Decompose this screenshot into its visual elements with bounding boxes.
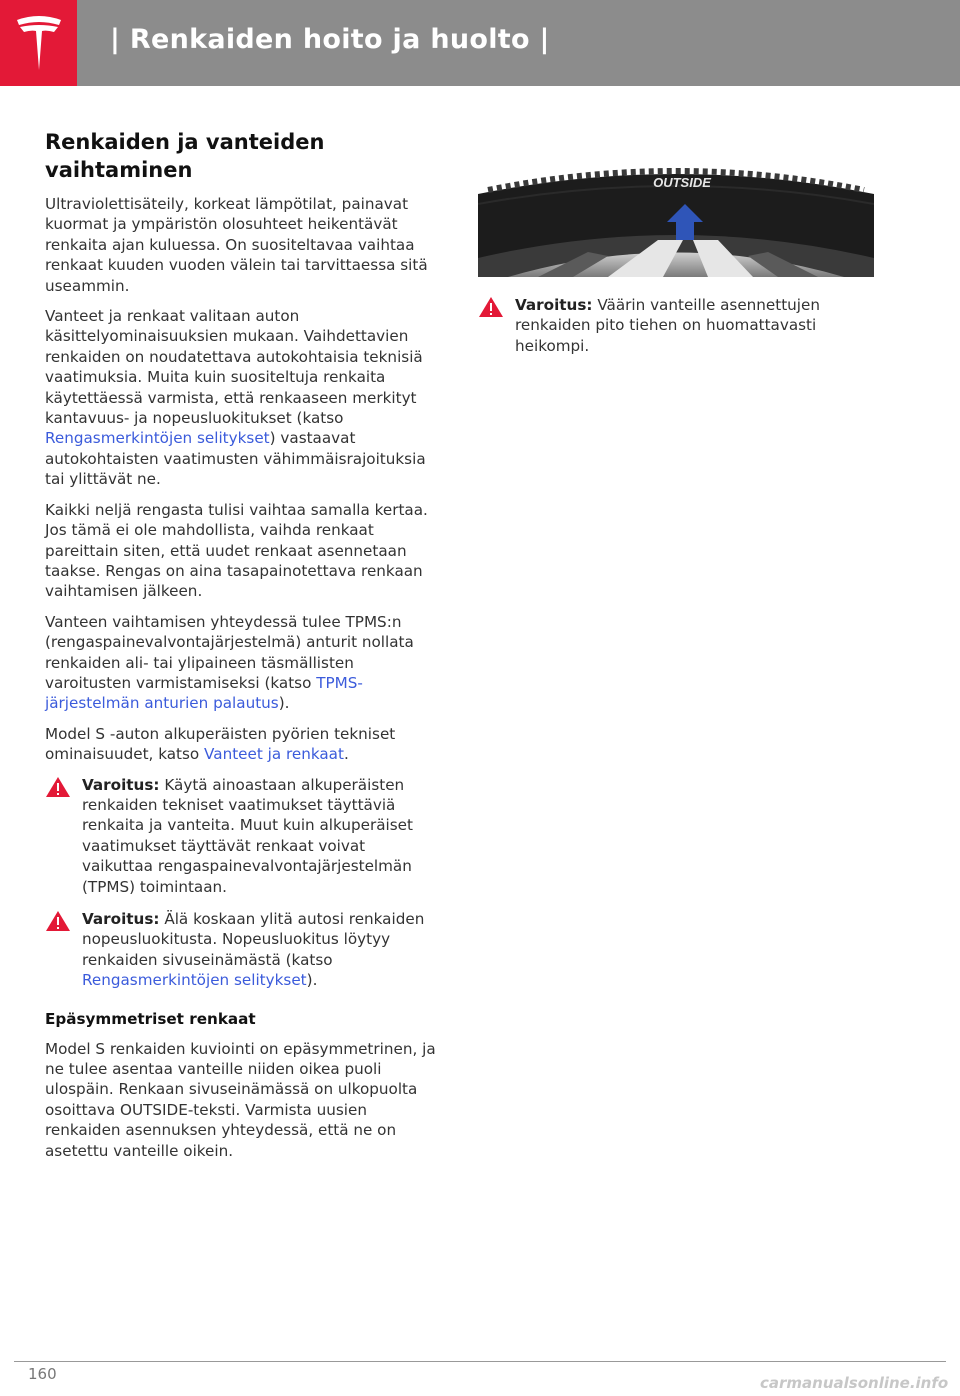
warning-icon <box>478 296 504 318</box>
subheading-asymmetric: Epäsymmetriset renkaat <box>45 1009 256 1028</box>
link-wheels-tires[interactable]: Vanteet ja renkaat <box>204 745 344 764</box>
section-title: Renkaiden ja vanteiden vaihtaminen <box>45 130 325 182</box>
warning-text <box>82 909 440 991</box>
text-span: ) vastaavat autokohtaisten vaatimusten vähimmäisrajoituksia tai ylittävät ne. <box>45 429 426 489</box>
warning-label: Varoitus: <box>515 296 593 314</box>
text-span: ). <box>306 971 318 990</box>
page-header <box>0 0 960 86</box>
page-header-title: | Renkaiden hoito ja huolto | <box>110 24 550 55</box>
warning-speed-rating <box>45 909 440 991</box>
warning-label: Varoitus: <box>82 910 160 928</box>
warning-text <box>82 775 440 897</box>
text-span: Älä koskaan ylitä autosi renkaiden nopeusluokitusta. Nopeusluokitus löytyy renkaiden sivuseinämästä (katso <box>82 910 425 969</box>
tire-outside-image <box>478 160 874 277</box>
text-span: . <box>343 745 349 764</box>
footer-divider <box>14 1361 946 1362</box>
left-column <box>45 128 440 1171</box>
text-span: Vanteen vaihtamisen yhteydessä tulee TPMS:n (rengaspainevalvontajärjestelmä) anturit nollata renkaiden ali- tai ylipaineen täsmällisten varoitusten varmistamiseksi (katso <box>45 612 414 692</box>
watermark: carmanualsonline.info <box>760 1374 949 1392</box>
tire-outside-text: OUTSIDE <box>653 175 711 190</box>
page-number: 160 <box>28 1365 57 1383</box>
text-span: ). <box>278 694 290 713</box>
paragraph-wheels-spec <box>45 724 440 765</box>
text-span: Model S -auton alkuperäisten pyörien tekniset ominaisuudet, katso <box>45 724 396 764</box>
warning-text <box>515 295 874 356</box>
text-span: Käytä ainoastaan alkuperäisten renkaiden tekniset vaatimukset täyttäviä renkaita ja vanteita. Muut kuin alkuperäiset vaatimukset täyttävät renkaat voivat vaikuttaa rengaspainevalvontajärjestelmän (TPMS) toimintaan. <box>82 775 413 896</box>
text-span: Väärin vanteille asennettujen renkaiden pito tiehen on huomattavasti heikompi. <box>515 296 821 355</box>
paragraph-tpms <box>45 612 440 714</box>
text-span: Vanteet ja renkaat valitaan auton käsittelyominaisuuksien mukaan. Vaihdettavien renkaiden on noudatettava autokohtaisia teknisiä vaatimuksia. Muita kuin suositeltuja renkaita käytettäessä varmista, että renkaaseen merkityt kantavuus- ja nopeusluokitukset (katso <box>45 307 423 428</box>
tesla-logo <box>0 0 77 86</box>
link-tire-markings[interactable]: Rengasmerkintöjen selitykset <box>45 429 270 448</box>
paragraph-uv: Ultraviolettisäteily, korkeat lämpötilat, painavat kuormat ja ympäristön olosuhteet heikentävät renkaita ajan kuluessa. On suositeltavaa vaihtaa renkaat kuuden vuoden välein tai tarvittaessa sitä useammin. <box>45 195 428 295</box>
tesla-logo-icon <box>14 14 64 70</box>
paragraph-replace-all: Kaikki neljä rengasta tulisi vaihtaa samalla kertaa. Jos tämä ei ole mahdollista, vaihda renkaat pareittain siten, että uudet renkaat asennetaan taakse. Rengas on aina tasapainotettava renkaan vaihtamisen jälkeen. <box>45 500 428 601</box>
warning-icon <box>45 910 71 932</box>
warning-wrong-mounting <box>478 295 874 356</box>
right-column <box>478 160 874 368</box>
link-tpms-reset[interactable]: TPMS-järjestelmän anturien palautus <box>45 673 363 713</box>
warning-original-tires <box>45 775 440 897</box>
paragraph-asymmetric: Model S renkaiden kuviointi on epäsymmetrinen, ja ne tulee asentaa vanteille niiden oikea puoli ulospäin. Renkaan sivuseinämässä on ulkopuolta osoittava OUTSIDE-teksti. Varmista uusien renkaiden asennuksen yhteydessä, että ne on asetettu vanteille oikein. <box>45 1039 436 1160</box>
paragraph-selection <box>45 306 440 490</box>
warning-label: Varoitus: <box>82 775 160 794</box>
warning-icon <box>45 776 71 798</box>
link-tire-markings[interactable]: Rengasmerkintöjen selitykset <box>82 971 307 990</box>
